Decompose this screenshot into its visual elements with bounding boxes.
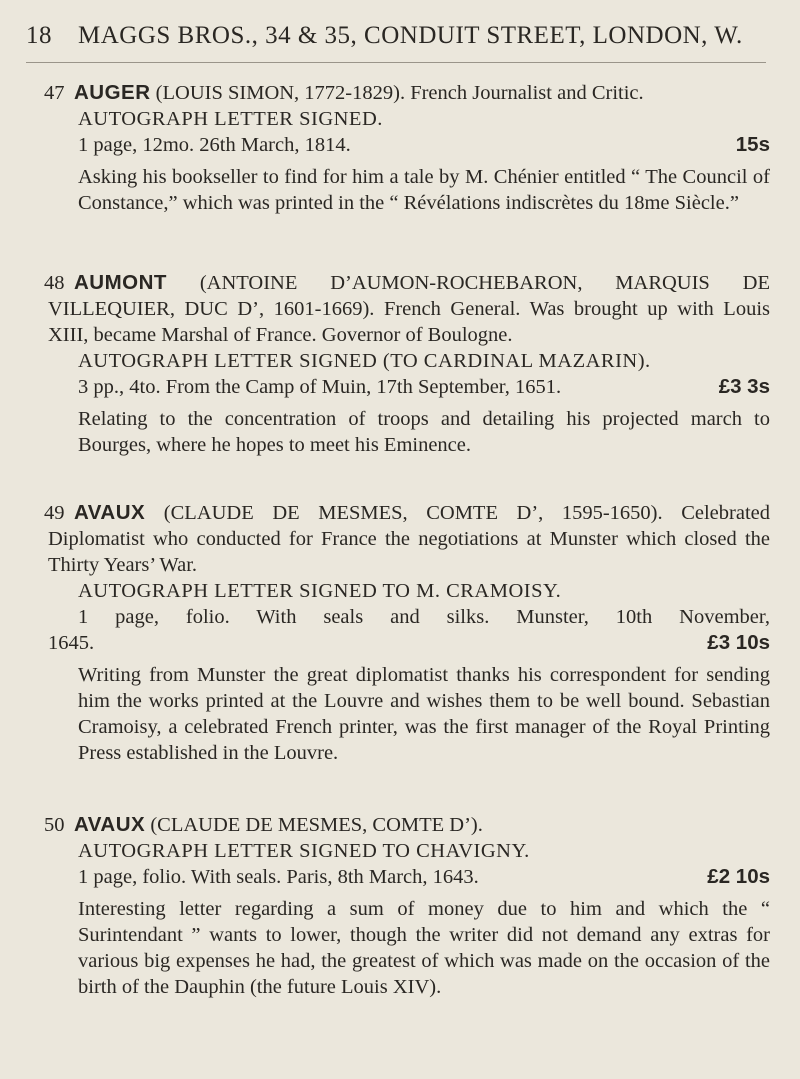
entry-subtitle: AUTOGRAPH LETTER SIGNED. xyxy=(78,108,383,130)
catalogue-entry-50 xyxy=(44,812,770,1000)
entry-heading: (ANTOINE D’AUMON-ROCHEBARON, MARQUIS DE VILLEQUIER, DUC D’, 1601-1669). French General. Was brought up with Louis XIII, became Marshal of France. Governor of Boulogne. xyxy=(48,272,771,346)
entry-name: AUGER xyxy=(74,81,151,104)
entry-number: 49 xyxy=(44,502,65,524)
entry-details-continued: 1645. xyxy=(48,632,95,654)
page-number: 18 xyxy=(26,22,52,49)
entry-subtitle: AUTOGRAPH LETTER SIGNED TO M. CRAMOISY. xyxy=(78,580,562,602)
catalogue-entry-49 xyxy=(44,500,770,766)
entry-price: £2 10s xyxy=(707,865,770,888)
entry-number: 50 xyxy=(44,814,65,836)
entry-details: 1 page, 12mo. 26th March, 1814. xyxy=(78,134,351,156)
entry-name: AVAUX xyxy=(74,501,146,524)
publisher-line: MAGGS BROS., 34 & 35, CONDUIT STREET, LONDON, W. xyxy=(78,22,743,49)
entry-price: £3 10s xyxy=(707,631,770,654)
catalogue-entry-47 xyxy=(44,80,770,216)
entry-price: 15s xyxy=(735,133,770,156)
entry-subtitle: AUTOGRAPH LETTER SIGNED (TO CARDINAL MAZARIN). xyxy=(78,350,651,372)
entry-price: £3 3s xyxy=(718,375,770,398)
entry-name: AVAUX xyxy=(74,813,146,836)
entry-description: Writing from Munster the great diplomatist thanks his correspondent for sending him the works printed at the Louvre and wishes them to be well bound. Sebastian Cramoisy, a celebrated French printer, was the first manager of the Royal Printing Press established in the Louvre. xyxy=(78,664,770,764)
header-rule xyxy=(26,62,766,63)
entry-heading: (CLAUDE DE MESMES, COMTE D’). xyxy=(150,814,483,836)
entry-description: Interesting letter regarding a sum of money due to him and which the “ Surintendant ” wants to lower, though the writer did not demand any extras for various big expenses he had, the greatest of which was made on the occasion of the birth of the Dauphin (the future Louis XIV). xyxy=(78,898,770,998)
entry-details: 1 page, folio. With seals and silks. Munster, 10th November, xyxy=(78,606,770,628)
entry-number: 48 xyxy=(44,272,65,294)
entry-heading: (LOUIS SIMON, 1772-1829). French Journalist and Critic. xyxy=(155,82,644,104)
entry-number: 47 xyxy=(44,82,65,104)
page-header xyxy=(26,22,766,50)
entry-details: 1 page, folio. With seals. Paris, 8th March, 1643. xyxy=(78,866,479,888)
entry-details: 3 pp., 4to. From the Camp of Muin, 17th September, 1651. xyxy=(78,376,562,398)
entry-heading: (CLAUDE DE MESMES, COMTE D’, 1595-1650). Celebrated Diplomatist who conducted for France the negotiations at Munster which closed the Thirty Years’ War. xyxy=(48,502,770,576)
entry-description: Relating to the concentration of troops and detailing his projected march to Bourges, where he hopes to meet his Eminence. xyxy=(78,408,770,456)
catalogue-entry-48 xyxy=(44,270,771,458)
entry-description: Asking his bookseller to find for him a tale by M. Chénier entitled “ The Council of Constance,” which was printed in the “ Révélations indiscrètes du 18me Siècle.” xyxy=(78,166,770,214)
entry-subtitle: AUTOGRAPH LETTER SIGNED TO CHAVIGNY. xyxy=(78,840,530,862)
entry-name: AUMONT xyxy=(74,271,167,294)
